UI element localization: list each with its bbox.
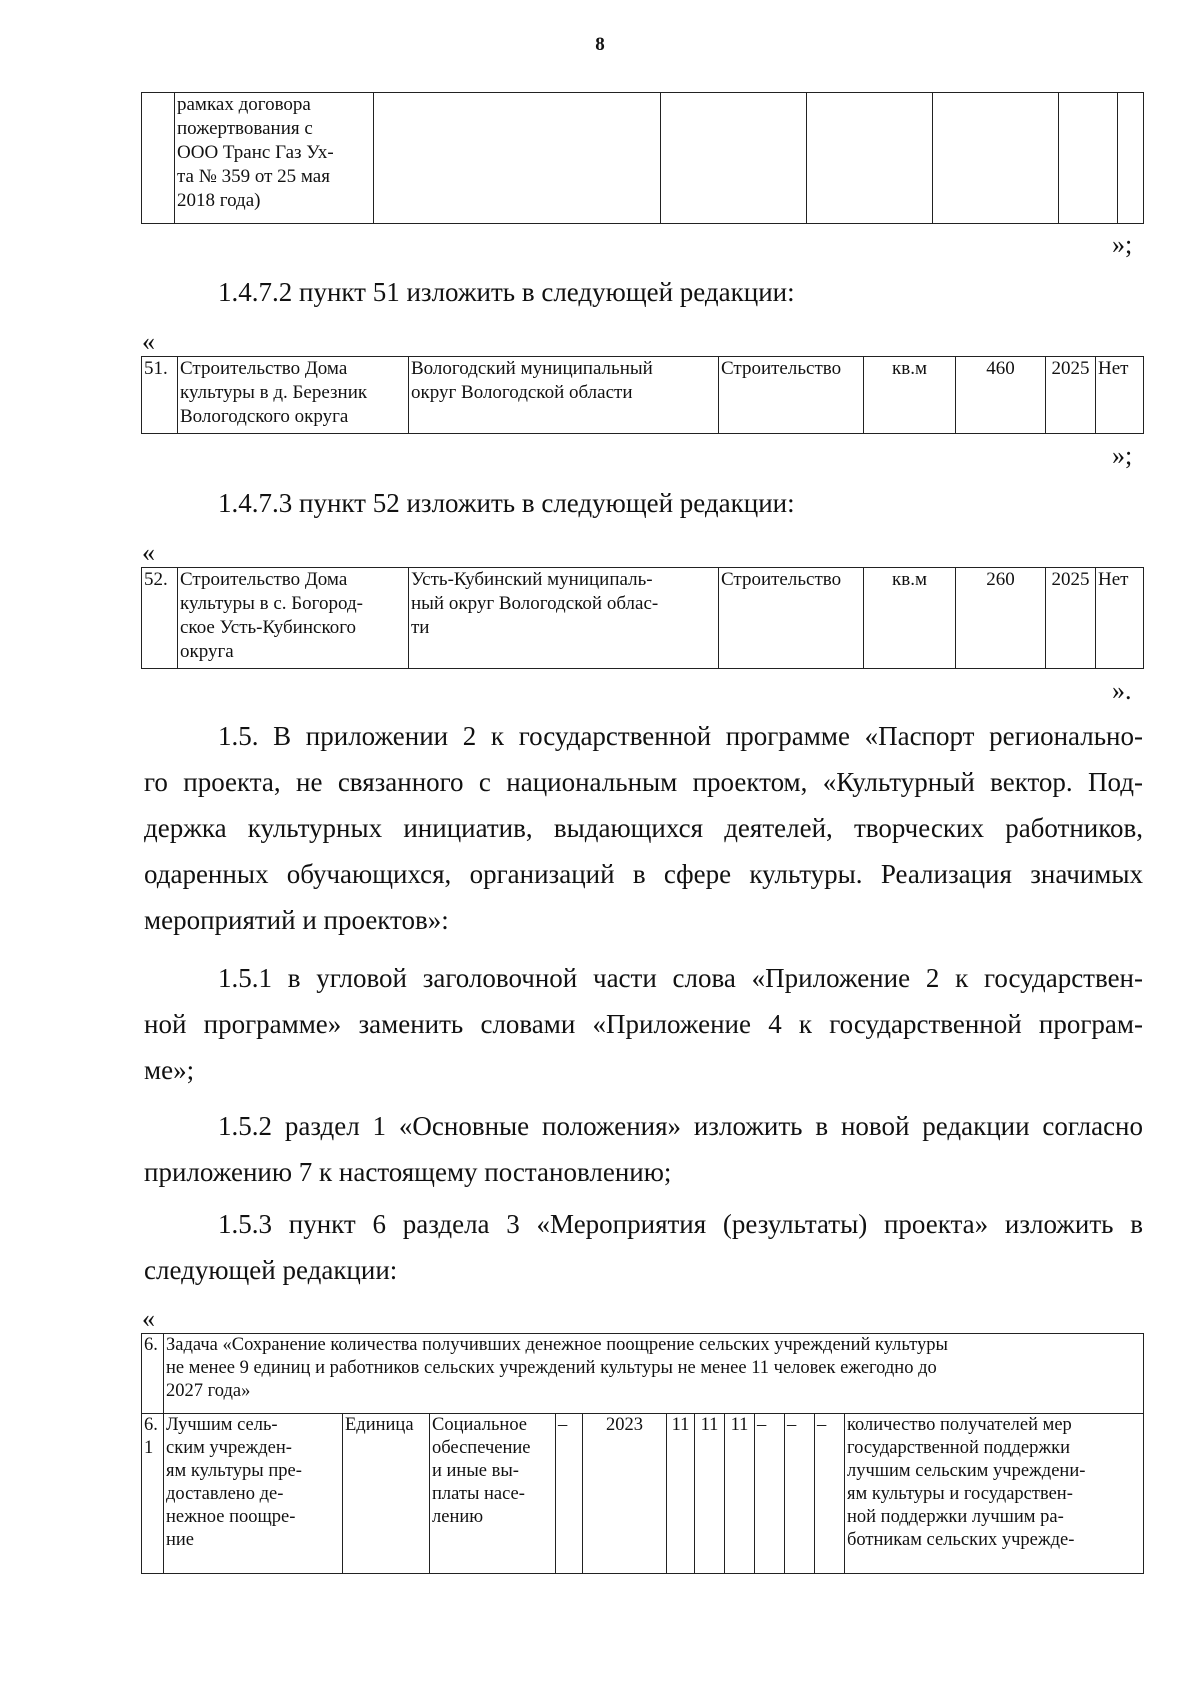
cell-line: округ Вологодской области — [411, 382, 633, 403]
table-continuation — [141, 92, 1144, 224]
flag: Нет — [1096, 568, 1144, 669]
table-cell — [933, 93, 1059, 224]
cell-line: ной поддержки лучшим ра- — [847, 1507, 1064, 1527]
table-row-51 — [141, 356, 1144, 434]
cell-line: Задача «Сохранение количества получивших денежное поощрение сельских учреждений культуры — [166, 1335, 948, 1355]
paragraph-line: одаренных обучающихся, организаций в сфере культуры. Реализация значимых — [144, 859, 1143, 889]
cell-line: ям культуры и государствен- — [847, 1484, 1073, 1504]
table-cell — [1059, 93, 1118, 224]
paragraph-line: 1.5.1 в угловой заголовочной части слова «Приложение 2 к государствен- — [218, 963, 1143, 993]
row-number: 6.1 — [142, 1414, 164, 1574]
object-name — [178, 357, 409, 434]
unit: кв.м — [864, 357, 956, 434]
cell-line: доставлено де- — [166, 1484, 284, 1504]
capacity-value: 460 — [956, 357, 1046, 434]
paragraph-line: мероприятий и проектов»: — [144, 905, 449, 935]
heading-1-4-7-3: 1.4.7.3 пункт 52 изложить в следующей редакции: — [218, 488, 795, 518]
cell-line: ООО Транс Газ Ух- — [177, 142, 334, 163]
closing-quote: ». — [1112, 676, 1132, 705]
opening-quote: « — [142, 538, 155, 567]
cell-line: культуры в с. Богород- — [180, 593, 363, 614]
cell-line: та № 359 от 25 мая — [177, 166, 330, 187]
paragraph-1-5-3 — [144, 1201, 1143, 1293]
table-cell — [661, 93, 807, 224]
cell-line: ный округ Вологодской облас- — [411, 593, 659, 614]
paragraph-line: 1.5.2 раздел 1 «Основные положения» изложить в новой редакции согласно — [218, 1111, 1143, 1141]
cell-line: ние — [166, 1530, 195, 1550]
closing-quote: »; — [1112, 230, 1133, 259]
cell-line: лению — [432, 1507, 484, 1527]
cell-line: нежное поощре- — [166, 1507, 296, 1527]
paragraph-line: приложению 7 к настоящему постановлению; — [144, 1157, 672, 1187]
heading-1-4-7-2: 1.4.7.2 пункт 51 изложить в следующей редакции: — [218, 277, 795, 307]
cell-line: платы насе- — [432, 1484, 525, 1504]
cell-line: ское Усть-Кубинского — [180, 617, 357, 638]
row-number: 51. — [142, 357, 178, 434]
paragraph-line: 1.5. В приложении 2 к государственной программе «Паспорт регионально- — [218, 721, 1143, 751]
cell-line: Усть-Кубинский муниципаль- — [411, 569, 653, 590]
cell-line: ям культуры пре- — [166, 1461, 302, 1481]
paragraph-line: 1.5.3 пункт 6 раздела 3 «Мероприятия (результаты) проекта» изложить в — [218, 1209, 1143, 1239]
cell-line: рамках договора — [177, 94, 311, 115]
table-cell — [374, 93, 661, 224]
opening-quote: « — [142, 327, 155, 356]
cell-line: 2018 года) — [177, 190, 261, 211]
row-number: 52. — [142, 568, 178, 669]
capacity-value: 260 — [956, 568, 1046, 669]
cell-line: ботникам сельских учрежде- — [847, 1530, 1075, 1550]
cell-line: не менее 9 единиц и работников сельских учреждений культуры не менее 11 человек ежегодно до — [166, 1358, 937, 1378]
paragraph-line: ной программе» заменить словами «Приложение 4 к государственной програм- — [144, 1009, 1143, 1039]
cell-line: лучшим сельским учреждени- — [847, 1461, 1086, 1481]
cell-line: обеспечение — [432, 1438, 531, 1458]
cell-line: государственной поддержки — [847, 1438, 1071, 1458]
cell-line: Вологодский муниципальный — [411, 358, 653, 379]
paragraph-1-5 — [144, 713, 1143, 943]
year: 2025 — [1046, 357, 1096, 434]
object-name — [178, 568, 409, 669]
cell-line: ти — [411, 617, 430, 638]
table-cell-donation-text — [175, 93, 374, 224]
unit: Единица — [343, 1414, 430, 1574]
cell-line: Строительство Дома — [180, 569, 348, 590]
expense-type — [430, 1414, 556, 1574]
cell-line: округа — [180, 641, 234, 662]
cell-line: 2027 года» — [166, 1381, 251, 1401]
paragraph-line: го проекта, не связанного с национальным проектом, «Культурный вектор. Под- — [144, 767, 1143, 797]
opening-quote: « — [142, 1304, 155, 1333]
table-cell — [807, 93, 933, 224]
dash-cell: – — [556, 1414, 583, 1574]
value-cell: 11 — [725, 1414, 755, 1574]
paragraph-line: следующей редакции: — [144, 1255, 398, 1285]
year: 2025 — [1046, 568, 1096, 669]
table-cell — [1118, 93, 1144, 224]
dash-cell: – — [785, 1414, 815, 1574]
cell-line: количество получателей мер — [847, 1415, 1072, 1435]
work-type: Строительство — [719, 568, 864, 669]
cell-line: культуры в д. Березник — [180, 382, 368, 403]
base-year: 2023 — [583, 1414, 667, 1574]
value-cell: 11 — [667, 1414, 695, 1574]
cell-line: Социальное — [432, 1415, 528, 1435]
task-description — [164, 1334, 1144, 1414]
dash-cell: – — [755, 1414, 785, 1574]
result-description — [845, 1414, 1144, 1574]
paragraph-1-5-1 — [144, 955, 1143, 1093]
page-number: 8 — [595, 34, 605, 55]
cell-line: Строительство Дома — [180, 358, 348, 379]
cell-line: Вологодского округа — [180, 406, 349, 427]
table-row-52 — [141, 567, 1144, 669]
result-name — [164, 1414, 343, 1574]
closing-quote: »; — [1112, 441, 1133, 470]
paragraph-1-5-2 — [144, 1103, 1143, 1195]
cell-line: и иные вы- — [432, 1461, 519, 1481]
cell-line: пожертвования с — [177, 118, 313, 139]
municipality — [409, 357, 719, 434]
table-cell — [142, 93, 175, 224]
work-type: Строительство — [719, 357, 864, 434]
paragraph-line: ме»; — [144, 1055, 195, 1085]
table-task-6 — [141, 1333, 1144, 1574]
cell-line: Лучшим сель- — [166, 1415, 278, 1435]
value-cell: 11 — [695, 1414, 725, 1574]
paragraph-line: держка культурных инициатив, выдающихся деятелей, творческих работников, — [144, 813, 1143, 843]
dash-cell: – — [815, 1414, 845, 1574]
unit: кв.м — [864, 568, 956, 669]
cell-line: ским учрежден- — [166, 1438, 292, 1458]
flag: Нет — [1096, 357, 1144, 434]
task-number: 6. — [142, 1334, 164, 1414]
municipality — [409, 568, 719, 669]
